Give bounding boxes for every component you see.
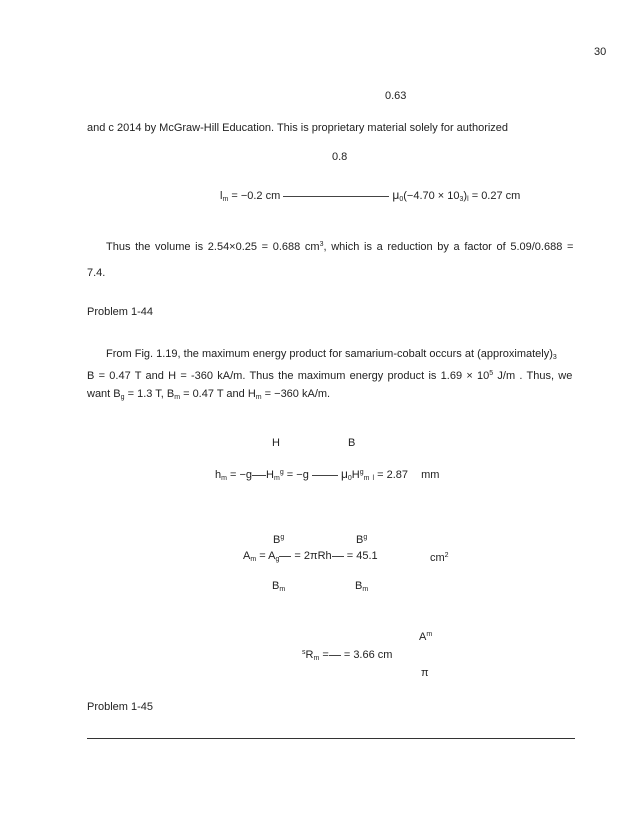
- eq-lm-close: ): [463, 190, 468, 202]
- eq-hm-result: = 2.87: [374, 469, 408, 481]
- eq-rm-top-a: A: [419, 631, 427, 643]
- fraction-bar: [279, 556, 291, 557]
- fraction-bar: [312, 475, 338, 476]
- eq-rm-top-sup: m: [426, 631, 433, 638]
- eq-am-top-b2: B: [356, 534, 364, 546]
- eq-lm-result: = 0.27 cm: [468, 190, 521, 202]
- page-number: 30: [594, 46, 607, 58]
- eq-am-lhs-sub: m: [250, 556, 257, 563]
- eq-am-part2: = 2πRh: [291, 550, 332, 562]
- energy-text-1: From Fig. 1.19, the maximum energy product for samarium-cobalt occurs at (approximately): [106, 348, 553, 360]
- eq-lm-mu: μ: [392, 188, 400, 202]
- eq-hm-lhs-sub: m: [221, 475, 227, 482]
- eq-am-lhs: A: [243, 550, 251, 562]
- eq-rm-top: [419, 628, 432, 644]
- eq-hm-top-H: H: [272, 437, 280, 449]
- energy-text-3c: = 0.47 T and H: [180, 388, 256, 400]
- eq-hm-top-B: B: [348, 437, 356, 449]
- energy-text-2b: J/m . Thus, we: [493, 370, 573, 382]
- eq-lm-tail: l: [467, 196, 469, 203]
- eq-hm-lhs: h: [215, 469, 222, 481]
- eq-lm-lhs-sub: m: [222, 196, 229, 203]
- equation-lm: [220, 188, 520, 207]
- eq-hm-mu: μ: [340, 467, 348, 481]
- eq-hm-H2: H: [351, 469, 360, 481]
- eq-am-bot-m1: m: [279, 586, 286, 593]
- energy-sub-m2: m: [255, 394, 262, 401]
- eq-am-unit-text: cm: [430, 552, 445, 564]
- eq-am-top-b1: B: [273, 534, 281, 546]
- eq-hm-m-sub: m: [363, 475, 370, 482]
- eq-am-bot-b2: B: [355, 580, 363, 592]
- eq-hm-part1: = −g: [226, 469, 253, 481]
- energy-sub-m1: m: [174, 394, 181, 401]
- fraction-bar: [252, 475, 266, 476]
- footer-rule: [87, 738, 575, 739]
- eq-rm-bottom: π: [421, 667, 429, 679]
- eq-rm-lhs-sub: m: [313, 655, 320, 662]
- paragraph-volume-line2: 7.4.: [87, 267, 106, 279]
- equation-rm: [302, 646, 392, 666]
- paragraph-volume-line1: [106, 238, 573, 254]
- eq-hm-part2: = −g: [283, 469, 309, 481]
- eq-hm-H: H: [266, 469, 274, 481]
- eq-am-bot-bm2: [355, 579, 368, 597]
- eq-am-top-g2: g: [363, 534, 368, 541]
- eq-am-bot-b1: B: [272, 580, 280, 592]
- eq-am-top-bg2: [356, 531, 367, 547]
- top-value: 0.63: [385, 90, 407, 102]
- eq-hm-unit: mm: [421, 469, 440, 481]
- eq-lm-mu-sub: 0: [399, 196, 404, 203]
- energy-sub-1: 3: [552, 354, 557, 361]
- eq-am-part1: = A: [256, 550, 276, 562]
- eq-hm-tail-sub: l: [372, 475, 375, 482]
- equation-hm: [215, 466, 439, 486]
- eq-lm-lhs: l: [220, 190, 223, 202]
- eq-lm-part: = −0.2 cm: [228, 190, 281, 202]
- volume-sup: 3: [319, 241, 324, 248]
- energy-text-3d: = −360 kA/m.: [261, 388, 331, 400]
- eq-hm-g2-sup: g: [359, 469, 364, 476]
- energy-text-2a: B = 0.47 T and H = -360 kA/m. Thus the maximum energy product is 1.69 × 10: [87, 370, 490, 382]
- fraction-bar: [332, 556, 344, 557]
- fraction-bar: [283, 196, 389, 197]
- eq-am-unit-sup: 2: [444, 552, 449, 559]
- eq-rm-lhs: R: [305, 649, 314, 661]
- eq-rm-pre-sup: s: [302, 649, 306, 656]
- volume-text-a: Thus the volume is 2.54×0.25 = 0.688 cm: [106, 241, 320, 253]
- eq-am-bot-m2: m: [362, 586, 369, 593]
- eq-hm-H-sub: m: [274, 475, 280, 482]
- eq-am-A-sub: g: [275, 556, 280, 563]
- energy-sub-g: g: [120, 394, 125, 401]
- energy-text-3a: want B: [87, 388, 121, 400]
- eq-am-top-g1: g: [280, 534, 285, 541]
- eq-lm-paren: (−4.70 × 10: [403, 190, 460, 202]
- paragraph-energy-line2: [87, 367, 572, 383]
- eq-hm-mu-sub: 0: [347, 475, 352, 482]
- problem-1-44-heading: Problem 1-44: [87, 306, 154, 318]
- paragraph-energy-line1: [106, 347, 557, 365]
- eq-am-result: = 45.1: [343, 550, 378, 562]
- value-0-8: 0.8: [332, 151, 348, 163]
- eq-lm-exp: 3: [459, 196, 464, 203]
- equation-am: [243, 549, 378, 567]
- eq-am-bot-bm1: [272, 579, 285, 597]
- fraction-bar: [329, 655, 341, 656]
- eq-am-top-bg1: [273, 531, 284, 547]
- volume-text-b: , which is a reduction by a factor of 5.09/0.688 =: [323, 241, 574, 253]
- energy-text-3b: = 1.3 T, B: [124, 388, 175, 400]
- paragraph-energy-line3: [87, 387, 330, 405]
- eq-rm-result: = 3.66 cm: [340, 649, 393, 661]
- problem-1-45-heading: Problem 1-45: [87, 701, 154, 713]
- eq-am-unit: [430, 549, 449, 565]
- energy-sup: 5: [489, 370, 494, 377]
- eq-hm-g-sup: g: [279, 469, 284, 476]
- copyright-line: and c 2014 by McGraw-Hill Education. This is proprietary material solely for authorized: [87, 122, 509, 134]
- eq-rm-eq: =: [319, 649, 329, 661]
